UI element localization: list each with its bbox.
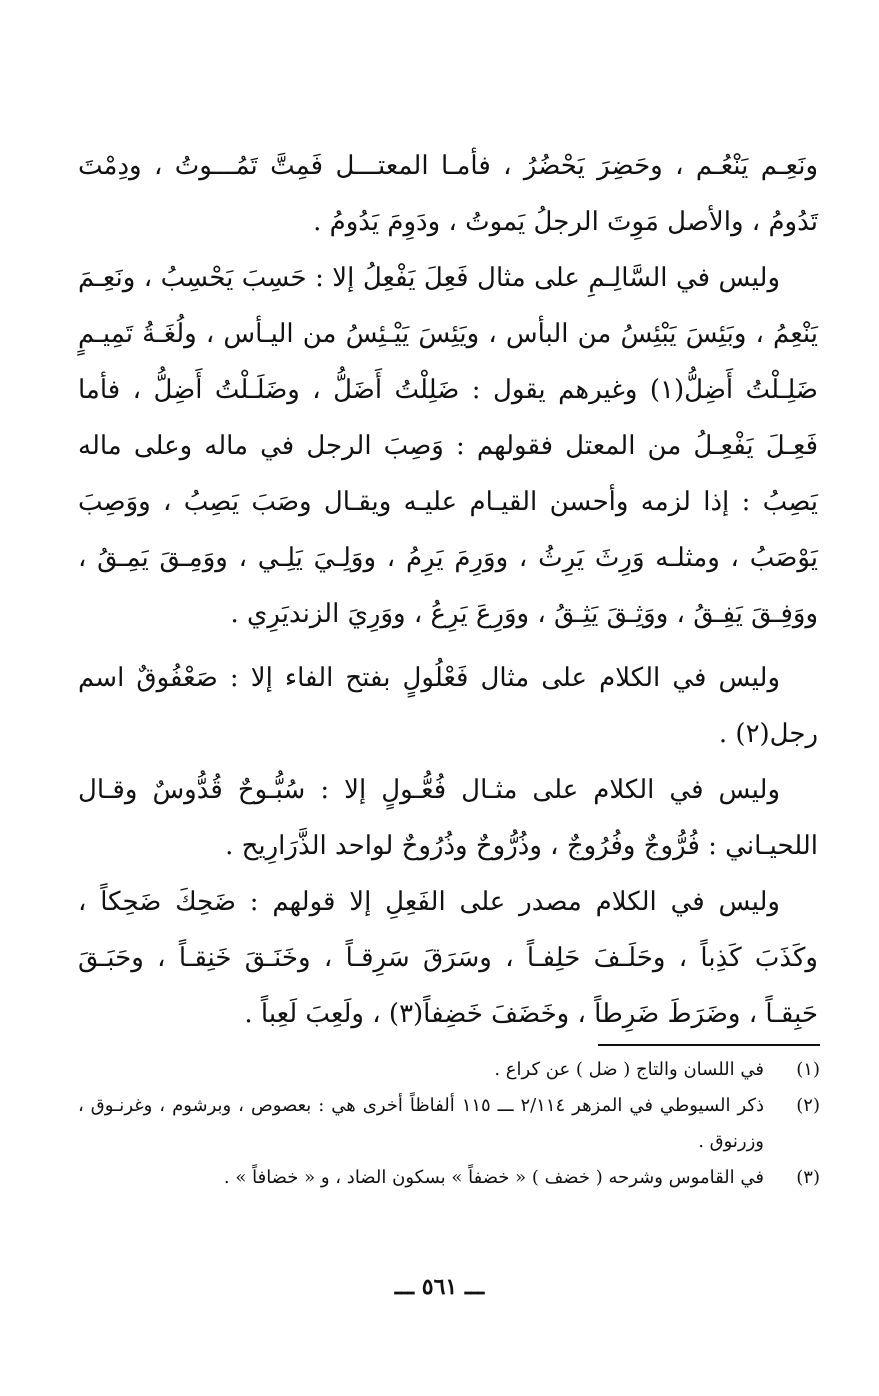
footnote-text: في اللسان والتاج ( ضل ) عن كراع . — [494, 1059, 764, 1080]
footnote-number: (٢) — [796, 1095, 820, 1116]
paragraph-2: وليس في السَّالِـمِ على مثال فَعِلَ يَفْعِلُ إلا : حَسِبَ يَحْسِبُ ، ونَعِـمَ يَنْعِمُ ، وبَئِسَ يَبْئِسُ من البأس ، ويَئِسَ يَيْـئِسُ من اليـأس ، ولُغَـةُ تَمِيـمٍ ضَلِـلْتُ أَضِلُّ(١) وغيرهم يقول : ضَلِلْتُ أَضَلُّ ، وضَلَـلْتُ أَضِلُّ ، فأما فَعِـلَ يَفْعِـلُ من المعتل فقولهم : وَصِبَ الرجل في ماله وعلى ماله يَصِبُ : إذا لزمه وأحسن القيـام عليـه ويقـال وصَبَ يَصِبُ ، ووَصِبَ يَوْصَبُ ، ومثلـه وَرِثَ يَرِثُ ، ووَرِمَ يَرِمُ ، ووَلِـيَ يَلِـي ، ووَمِـقَ يَمِـقُ ، ووَفِـقَ يَفِـقُ ، ووَثِـقَ يَثِـقُ ، ووَرِعَ يَرِعُ ، ووَرِيَ الزنديَرِي . — [78, 263, 819, 629]
footnote-3 — [78, 1160, 820, 1196]
footnote-number: (١) — [796, 1059, 820, 1080]
paragraph-3: وليس في الكلام على مثال فَعْلُولٍ بفتح الفاء إلا : صَعْفُوقٌ اسم رجل(٢) . — [78, 663, 818, 749]
main-text — [78, 138, 818, 1042]
footnote-text: في القاموس وشرحه ( خضف ) « خضفاً » بسكون الضاد ، و « خضافاً » . — [223, 1167, 764, 1188]
footnotes — [78, 1052, 820, 1196]
page-number: ـــ ٥٦١ ـــ — [394, 1274, 485, 1300]
footnote-1 — [78, 1052, 820, 1088]
footnote-number: (٣) — [796, 1167, 820, 1188]
footnote-divider — [598, 1044, 820, 1046]
footnote-text: ذكر السيوطي في المزهر ٢/١١٤ ـــ ١١٥ ألفاظاً أخرى هي : بعصوص ، وبرشوم ، وغرنـوق ، وزرنوق . — [78, 1095, 764, 1152]
footnote-2 — [78, 1088, 820, 1160]
paragraph-5: وليس في الكلام مصدر على الفَعِلِ إلا قولهم : ضَحِكَ ضَحِكاً ، وكَذَبَ كَذِباً ، وحَلَـفَ حَلِفـاً ، وسَرَقَ سَرِقـاً ، وخَنَـقَ خَنِقـاً ، وحَبَـقَ حَبِقـاً ، وضَرَطَ ضَرِطاً ، وخَضَفَ خَضِفاً(٣) ، ولَعِبَ لَعِباً . — [78, 887, 818, 1029]
paragraph-4: وليس في الكلام على مثـال فُعُّـولٍ إلا : سُبُّـوحٌ قُدُّوسٌ وقـال اللحيـاني : فُرُّوجٌ وفُرُوجٌ ، وذُرُّوحٌ وذُرُوحٌ لواحد الذَّرَارِيح . — [78, 775, 818, 861]
paragraph-1: ونَعِـم يَنْعُـم ، وحَضِرَ يَحْضُرُ ، فأمـا المعتـــل فَمِتَّ تَمُـــوتُ ، ودِمْتَ تَدُومُ ، والأصل مَوِتَ الرجلُ يَموتُ ، ودَوِمَ يَدُومُ . — [78, 151, 818, 237]
